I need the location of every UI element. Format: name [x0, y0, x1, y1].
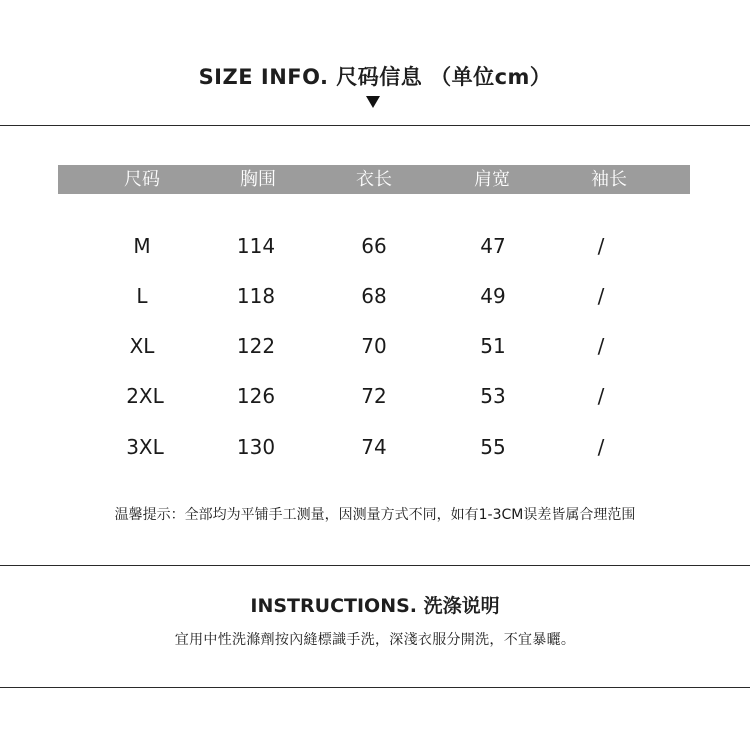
cell-length: 66 — [361, 234, 387, 258]
cell-chest: 126 — [236, 384, 276, 408]
cell-size: 3XL — [126, 435, 164, 459]
cell-length: 72 — [361, 384, 387, 408]
header-cell-shoulder: 肩宽 — [474, 169, 510, 190]
cell-sleeve: / — [597, 435, 605, 459]
cell-length: 68 — [361, 284, 387, 308]
cell-shoulder: 55 — [480, 435, 506, 459]
cell-length: 74 — [361, 435, 387, 459]
cell-shoulder: 49 — [480, 284, 506, 308]
header-cell-length: 衣长 — [356, 169, 392, 190]
cell-shoulder: 47 — [480, 234, 506, 258]
cell-shoulder: 51 — [480, 334, 506, 358]
cell-sleeve: / — [597, 384, 605, 408]
cell-size: L — [136, 284, 148, 308]
page-title: SIZE INFO. 尺码信息 （单位cm） — [198, 65, 552, 89]
header-cell-chest: 胸围 — [240, 169, 276, 190]
table-header — [58, 165, 690, 194]
instructions-text: 宜用中性洗滌劑按內縫標識手洗，深淺衣服分開洗，不宜暴曬。 — [174, 632, 576, 648]
measurement-note: 温馨提示：全部均为平铺手工测量，因测量方式不同，如有1-3CM误差皆属合理范围 — [114, 507, 636, 523]
cell-size: 2XL — [126, 384, 164, 408]
cell-length: 70 — [361, 334, 387, 358]
cell-shoulder: 53 — [480, 384, 506, 408]
divider-top — [0, 125, 750, 126]
instructions-title: INSTRUCTIONS. 洗涤说明 — [250, 595, 500, 617]
cell-chest: 122 — [236, 334, 276, 358]
header-cell-size: 尺码 — [124, 169, 160, 190]
down-arrow-icon — [366, 96, 380, 108]
cell-size: M — [133, 234, 151, 258]
cell-chest: 130 — [236, 435, 276, 459]
cell-chest: 114 — [236, 234, 276, 258]
header-cell-sleeve: 袖长 — [591, 169, 627, 190]
divider-middle — [0, 565, 750, 566]
cell-sleeve: / — [597, 284, 605, 308]
cell-chest: 118 — [236, 284, 276, 308]
divider-bottom — [0, 687, 750, 688]
cell-size: XL — [129, 334, 155, 358]
cell-sleeve: / — [597, 234, 605, 258]
cell-sleeve: / — [597, 334, 605, 358]
